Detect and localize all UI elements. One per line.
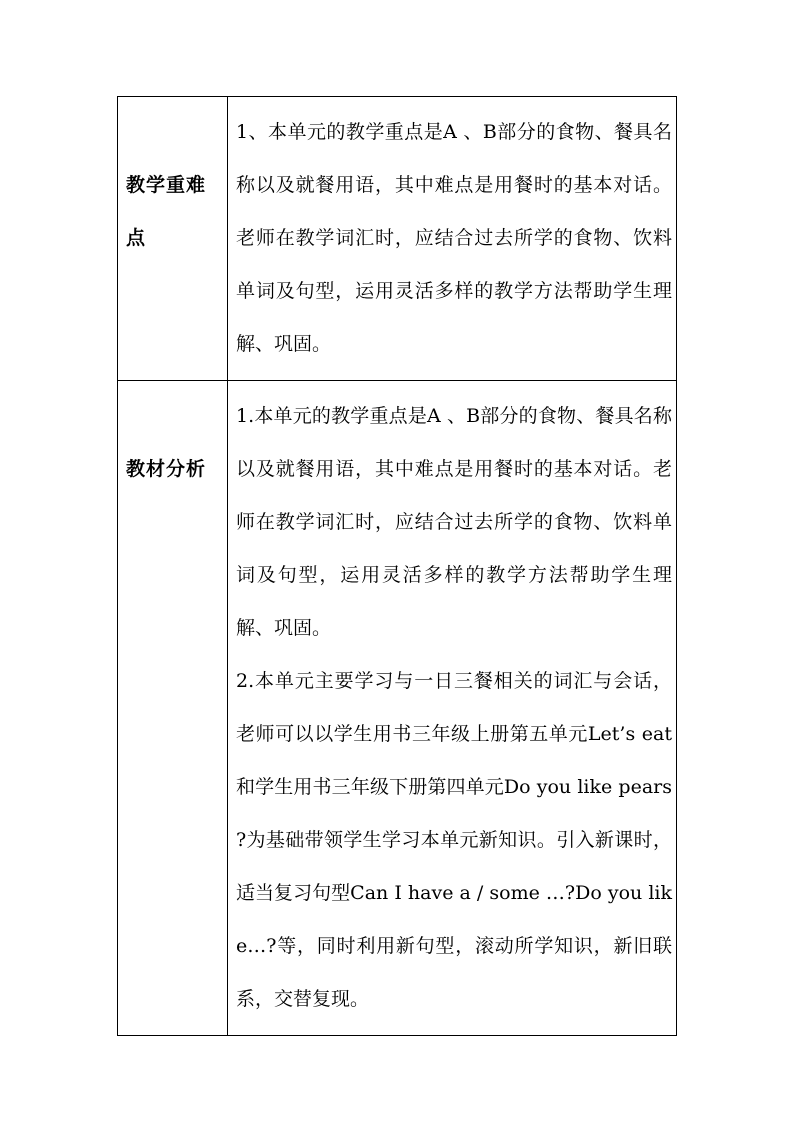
lesson-plan-table — [117, 96, 677, 1036]
content-paragraph: 1.本单元的教学重点是A 、B部分的食物、餐具名称以及就餐用语，其中难点是用餐时的基本对话。老师在教学词汇时，应结合过去所学的食物、饮料单词及句型，运用灵活多样的教学方法帮助学生理解、巩固。 — [236, 405, 672, 639]
content-paragraph: 1、本单元的教学重点是A 、B部分的食物、餐具名称以及就餐用语，其中难点是用餐时的基本对话。老师在教学词汇时，应结合过去所学的食物、饮料单词及句型，运用灵活多样的教学方法帮助学生理解、巩固。 — [236, 121, 672, 355]
row-label: 教学重难点 — [118, 97, 228, 381]
content-paragraph: 2.本单元主要学习与一日三餐相关的词汇与会话，老师可以以学生用书三年级上册第五单元Let’s eat 和学生用书三年级下册第四单元Do you like pears ?为基础带领学生学习本单元新知识。引入新课时，适当复习句型Can I have a / some …?Do you like…?等，同时利用新句型，滚动所学知识，新旧联系，交替复现。 — [236, 670, 672, 1010]
row-content — [228, 381, 677, 1036]
row-content — [228, 97, 677, 381]
row-label: 教材分析 — [118, 381, 228, 1036]
table-row-textbook-analysis — [118, 381, 677, 1036]
table-row-key-difficult-points — [118, 97, 677, 381]
